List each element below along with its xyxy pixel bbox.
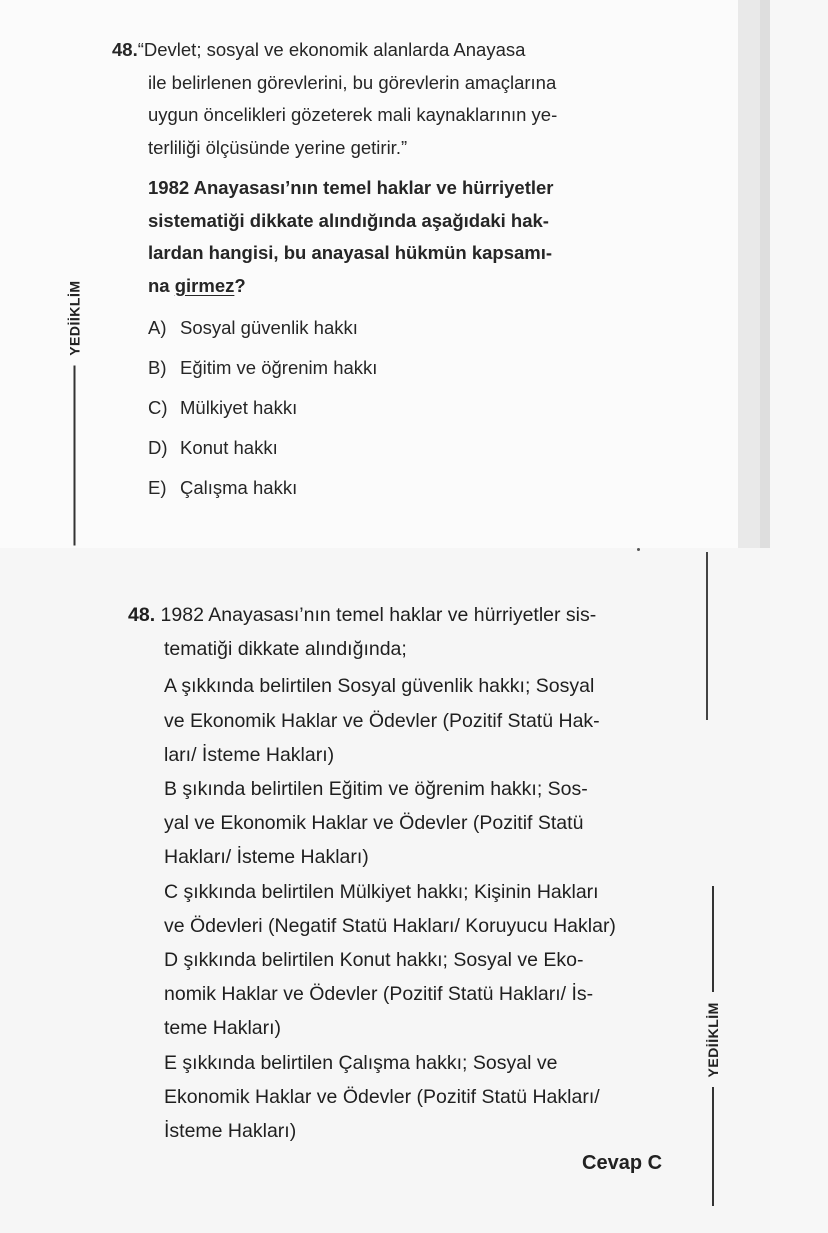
answer-line: ve Ödevleri (Negatif Statü Hakları/ Koruyucu Haklar)	[164, 914, 616, 937]
answer-line: Hakları/ İsteme Hakları)	[164, 846, 369, 869]
answer-line: İsteme Hakları)	[164, 1120, 297, 1143]
prompt-line: sistematiği dikkate alındığında aşağıdaki hak-	[148, 209, 549, 231]
underlined-word: girmez	[174, 274, 235, 296]
prompt-line: lardan hangisi, bu anayasal hükmün kapsamı-	[148, 242, 553, 263]
answer-result: Cevap C	[582, 1152, 663, 1174]
answer-line: ve Ekonomik Haklar ve Ödevler (Pozitif Statü Hak-	[164, 709, 600, 732]
option-d: D) Konut hakkı	[148, 437, 278, 458]
option-b: B) Eğitim ve öğrenim hakkı	[148, 357, 378, 378]
quote-line: terliliği ölçüsünde yerine getirir.”	[148, 136, 408, 158]
answer-line: 1982 Anayasası’nın temel haklar ve hürriyetler sis-	[160, 604, 597, 626]
quote-line: uygun öncelikleri gözeterek mali kaynaklarının ye-	[148, 104, 558, 125]
answer-line: E şıkkında belirtilen Çalışma hakkı; Sosyal ve	[164, 1051, 558, 1074]
answer-line: tematiği dikkate alındığında;	[164, 638, 407, 661]
watermark-rule-top	[706, 552, 708, 720]
question-block	[112, 34, 632, 302]
prompt-line: 1982 Anayasası’nın temel haklar ve hürriyetler	[148, 177, 554, 198]
page-gutter-edge	[760, 0, 770, 642]
answer-block	[128, 598, 676, 1148]
quote-line: “Devlet; sosyal ve ekonomik alanlarda Anayasa	[137, 39, 526, 60]
watermark-left	[67, 281, 83, 546]
option-c: C) Mülkiyet hakkı	[148, 397, 298, 418]
answer-line: teme Hakları)	[164, 1017, 282, 1040]
option-a: A) Sosyal güvenlik hakkı	[148, 317, 358, 338]
watermark-right	[705, 886, 721, 1206]
answer-line: D şıkkında belirtilen Konut hakkı; Sosyal ve Eko-	[164, 949, 584, 972]
options-list	[148, 308, 377, 508]
answer-number: 48.	[128, 604, 156, 626]
watermark-text: YEDİİKLİM	[705, 1002, 721, 1078]
answer-line: yal ve Ekonomik Haklar ve Ödevler (Pozitif Statü	[164, 812, 584, 835]
prompt-line-last: na girmez?	[148, 274, 246, 296]
speck	[637, 548, 640, 551]
quote-line: ile belirlenen görevlerini, bu görevlerin amaçlarına	[148, 71, 557, 93]
answer-line: ları/ İsteme Hakları)	[164, 743, 335, 766]
option-e: E) Çalışma hakkı	[148, 477, 298, 498]
answer-line: A şıkkında belirtilen Sosyal güvenlik hakkı; Sosyal	[164, 675, 595, 698]
answer-line: Ekonomik Haklar ve Ödevler (Pozitif Statü Hakları/	[164, 1085, 600, 1108]
answer-line: C şıkkında belirtilen Mülkiyet hakkı; Kişinin Hakları	[164, 880, 599, 903]
question-number: 48.	[112, 39, 138, 60]
watermark-text: YEDİİKLİM	[66, 280, 83, 356]
background-margin	[770, 0, 828, 1233]
answer-line: nomik Haklar ve Ödevler (Pozitif Statü Hakları/ İs-	[164, 983, 594, 1006]
answer-line: B şıkında belirtilen Eğitim ve öğrenim hakkı; Sos-	[164, 778, 588, 801]
